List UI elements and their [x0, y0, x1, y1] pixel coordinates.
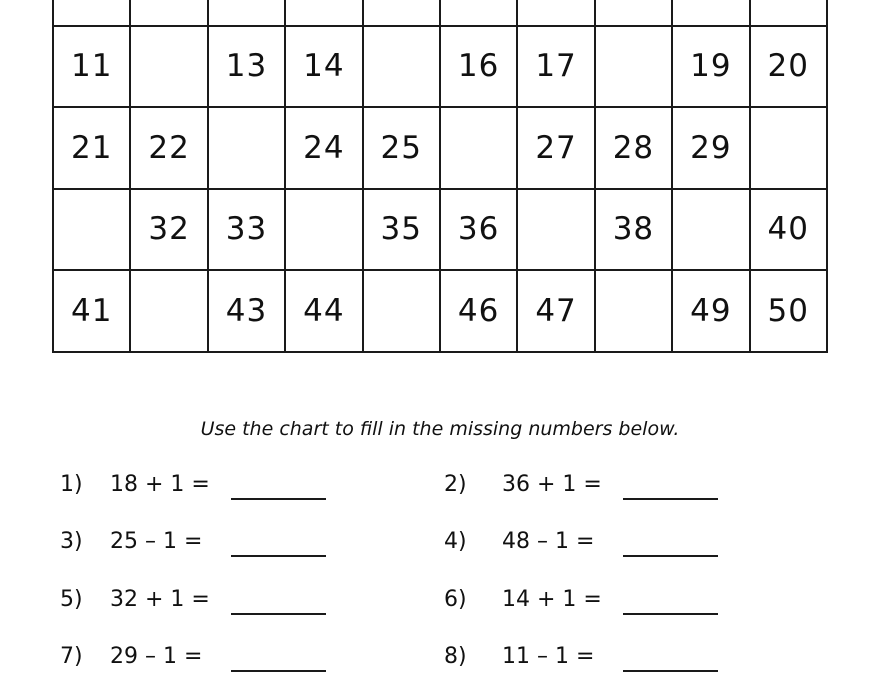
chart-cell-missing	[208, 107, 285, 189]
problem-number: 2)	[444, 472, 467, 497]
chart-cell-missing	[595, 270, 672, 352]
chart-cell: 28	[595, 107, 672, 189]
chart-cell: 50	[750, 270, 827, 352]
chart-cell: 20	[750, 26, 827, 108]
chart-cell-missing	[440, 107, 517, 189]
problem-number: 6)	[444, 587, 467, 612]
chart-row	[53, 270, 827, 352]
problem-number: 4)	[444, 529, 467, 554]
chart-cell: 16	[440, 26, 517, 108]
chart-cell: 44	[285, 270, 362, 352]
chart-cell: 40	[750, 189, 827, 271]
chart-cell: 36	[440, 189, 517, 271]
chart-cell	[53, 0, 130, 26]
problem-expression: 36 + 1 =	[502, 472, 602, 497]
chart-cell	[130, 0, 207, 26]
chart-cell: 43	[208, 270, 285, 352]
chart-cell-missing	[595, 26, 672, 108]
chart-cell: 46	[440, 270, 517, 352]
chart-cell: 22	[130, 107, 207, 189]
chart-cell: 19	[672, 26, 749, 108]
problem-expression: 32 + 1 =	[110, 587, 210, 612]
chart-cell	[208, 0, 285, 26]
answer-blank[interactable]	[231, 555, 326, 557]
chart-cell-missing	[53, 189, 130, 271]
chart-cell-missing	[517, 189, 594, 271]
chart-cell: 47	[517, 270, 594, 352]
chart-cell: 13	[208, 26, 285, 108]
chart-cell	[750, 0, 827, 26]
chart-cell: 49	[672, 270, 749, 352]
chart-cell: 14	[285, 26, 362, 108]
answer-blank[interactable]	[623, 670, 718, 672]
problem-expression: 18 + 1 =	[110, 472, 210, 497]
answer-blank[interactable]	[623, 498, 718, 500]
answer-blank[interactable]	[231, 498, 326, 500]
chart-cell	[285, 0, 362, 26]
chart-cell: 38	[595, 189, 672, 271]
chart-cell: 11	[53, 26, 130, 108]
problem-number: 5)	[60, 587, 83, 612]
chart-cell: 33	[208, 189, 285, 271]
chart-cell: 29	[672, 107, 749, 189]
chart-cell-missing	[130, 270, 207, 352]
chart-cell	[517, 0, 594, 26]
answer-blank[interactable]	[231, 613, 326, 615]
chart-cell	[363, 0, 440, 26]
chart-cell-missing	[285, 189, 362, 271]
chart-row	[53, 26, 827, 108]
answer-blank[interactable]	[623, 613, 718, 615]
problem-number: 1)	[60, 472, 83, 497]
chart-cell-missing	[672, 189, 749, 271]
chart-cell-missing	[363, 26, 440, 108]
chart-cell-missing	[363, 270, 440, 352]
problem-expression: 29 – 1 =	[110, 644, 203, 669]
answer-blank[interactable]	[623, 555, 718, 557]
instruction-text: Use the chart to fill in the missing numbers below.	[200, 418, 680, 440]
problem-number: 8)	[444, 644, 467, 669]
problem-number: 3)	[60, 529, 83, 554]
chart-cell: 27	[517, 107, 594, 189]
hundred-chart-grid	[52, 0, 828, 353]
chart-row	[53, 189, 827, 271]
chart-row	[53, 107, 827, 189]
chart-cell: 32	[130, 189, 207, 271]
problem-expression: 25 – 1 =	[110, 529, 203, 554]
chart-cell-missing	[750, 107, 827, 189]
chart-row	[53, 0, 827, 26]
chart-cell: 21	[53, 107, 130, 189]
chart-cell	[672, 0, 749, 26]
problem-expression: 11 – 1 =	[502, 644, 595, 669]
chart-cell: 41	[53, 270, 130, 352]
problem-number: 7)	[60, 644, 83, 669]
chart-cell	[440, 0, 517, 26]
chart-cell: 25	[363, 107, 440, 189]
chart-cell: 35	[363, 189, 440, 271]
problem-expression: 14 + 1 =	[502, 587, 602, 612]
chart-cell	[595, 0, 672, 26]
problem-expression: 48 – 1 =	[502, 529, 595, 554]
chart-cell-missing	[130, 26, 207, 108]
chart-cell: 24	[285, 107, 362, 189]
chart-cell: 17	[517, 26, 594, 108]
answer-blank[interactable]	[231, 670, 326, 672]
